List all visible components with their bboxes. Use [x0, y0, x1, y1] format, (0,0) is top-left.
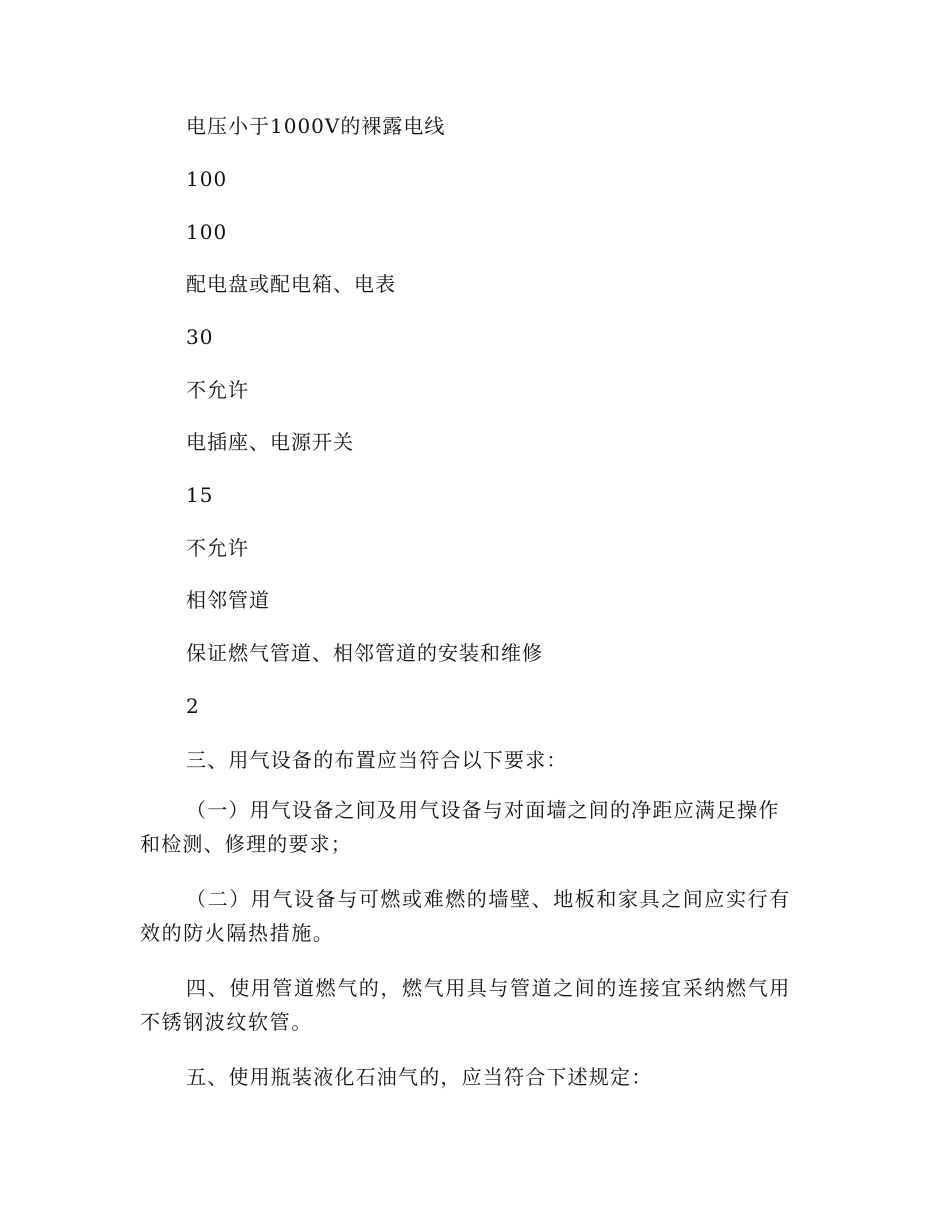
table-cell-value: 100 [186, 220, 228, 244]
table-cell-value: 2 [186, 694, 200, 718]
table-cell-value: 15 [186, 483, 214, 507]
table-cell-value: 不允许 [186, 536, 249, 560]
table-cell-item: 电压小于1000V的裸露电线 [186, 114, 446, 138]
table-cell-item: 相邻管道 [186, 588, 270, 612]
table-cell-value: 不允许 [186, 378, 249, 402]
section-five-heading: 五、使用瓶装液化石油气的，应当符合下述规定： [186, 1065, 653, 1089]
table-cell-item: 配电盘或配电箱、电表 [186, 272, 396, 296]
section-three-heading: 三、用气设备的布置应当符合以下要求： [186, 748, 568, 772]
clause-one-paragraph: （一）用气设备之间及用气设备与对面墙之间的净距应满足操作和检测、修理的要求； [140, 798, 780, 856]
table-cell-item: 电插座、电源开关 [186, 430, 354, 454]
table-cell-value: 30 [186, 325, 214, 349]
table-cell-value: 100 [186, 167, 228, 191]
table-cell-value: 保证燃气管道、相邻管道的安装和维修 [186, 641, 543, 665]
clause-two-paragraph: （二）用气设备与可燃或难燃的墙壁、地板和家具之间应实行有效的防火隔热措施。 [140, 887, 791, 945]
section-four-paragraph: 四、使用管道燃气的，燃气用具与管道之间的连接宜采纳燃气用不锈钢波纹软管。 [140, 976, 791, 1034]
